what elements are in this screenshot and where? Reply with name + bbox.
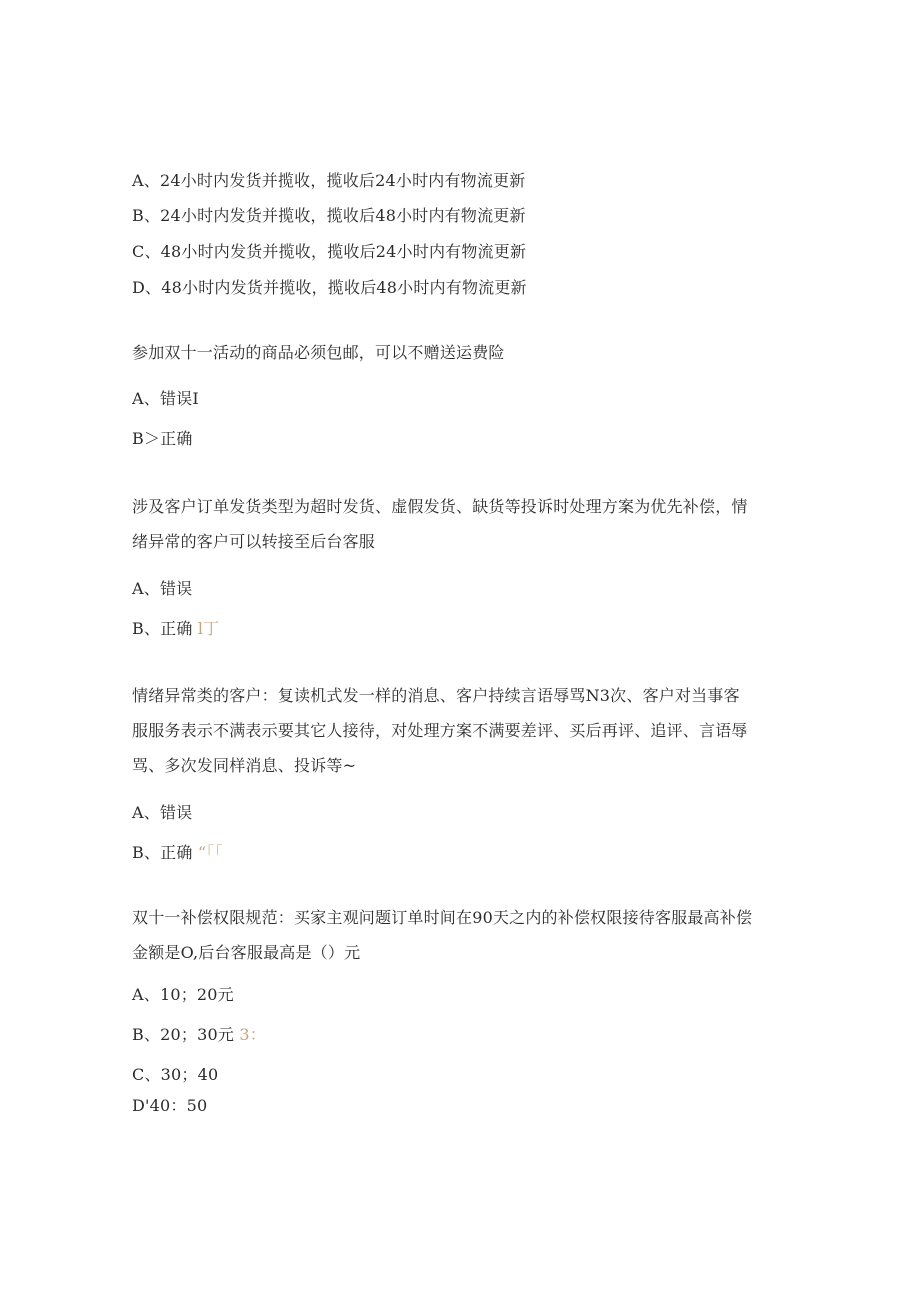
option-q5-b: B、20；30元: [132, 1025, 235, 1044]
option-q4-b: B、正确: [132, 843, 193, 862]
question-q5-line1: 双十一补偿权限规范：买家主观问题订单时间在90天之内的补偿权限接待客服最高补偿: [132, 908, 753, 927]
option-q3-a: A、错误: [132, 579, 193, 598]
option-q1-b: B、24小时内发货并揽收，揽收后48小时内有物流更新: [132, 206, 526, 225]
option-q2-a: A、错误I: [132, 389, 199, 408]
question-q4-line2: 服服务表示不满表示要其它人接待，对处理方案不满要差评、买后再评、追评、言语辱: [132, 721, 748, 740]
question-q5-line2: 金额是O,后台客服最高是（）元: [132, 943, 361, 962]
question-q2: 参加双十一活动的商品必须包邮，可以不赠送运费险: [132, 343, 505, 362]
pen-mark-q4: “「「: [197, 843, 223, 862]
option-q1-a: A、24小时内发货并揽收，揽收后24小时内有物流更新: [132, 171, 526, 190]
option-q5-c: C、30；40: [132, 1065, 219, 1084]
option-q2-b: B＞正确: [132, 429, 193, 448]
pen-mark-q3: l丁: [197, 619, 220, 638]
pen-mark-q5: 3：: [239, 1025, 266, 1044]
option-q5-b-row: [132, 1025, 266, 1045]
option-q5-d: D'40：50: [132, 1096, 208, 1115]
option-q4-a: A、错误: [132, 803, 193, 822]
question-q4-line3: 骂、多次发同样消息、投诉等~: [132, 756, 357, 775]
question-q3-line1: 涉及客户订单发货类型为超时发货、虚假发货、缺货等投诉时处理方案为优先补偿，情: [132, 497, 748, 516]
option-q1-c: C、48小时内发货并揽收，揽收后24小时内有物流更新: [132, 242, 527, 261]
option-q1-d: D、48小时内发货并揽收，揽收后48小时内有物流更新: [132, 278, 527, 297]
option-q3-b: B、正确: [132, 619, 193, 638]
option-q4-b-row: [132, 843, 223, 863]
question-q4-line1: 情绪异常类的客户：复读机式发一样的消息、客户持续言语辱骂N3次、客户对当事客: [132, 686, 740, 705]
option-q3-b-row: [132, 619, 219, 639]
option-q5-a: A、10；20元: [132, 985, 234, 1004]
question-q3-line2: 绪异常的客户可以转接至后台客服: [132, 532, 376, 551]
